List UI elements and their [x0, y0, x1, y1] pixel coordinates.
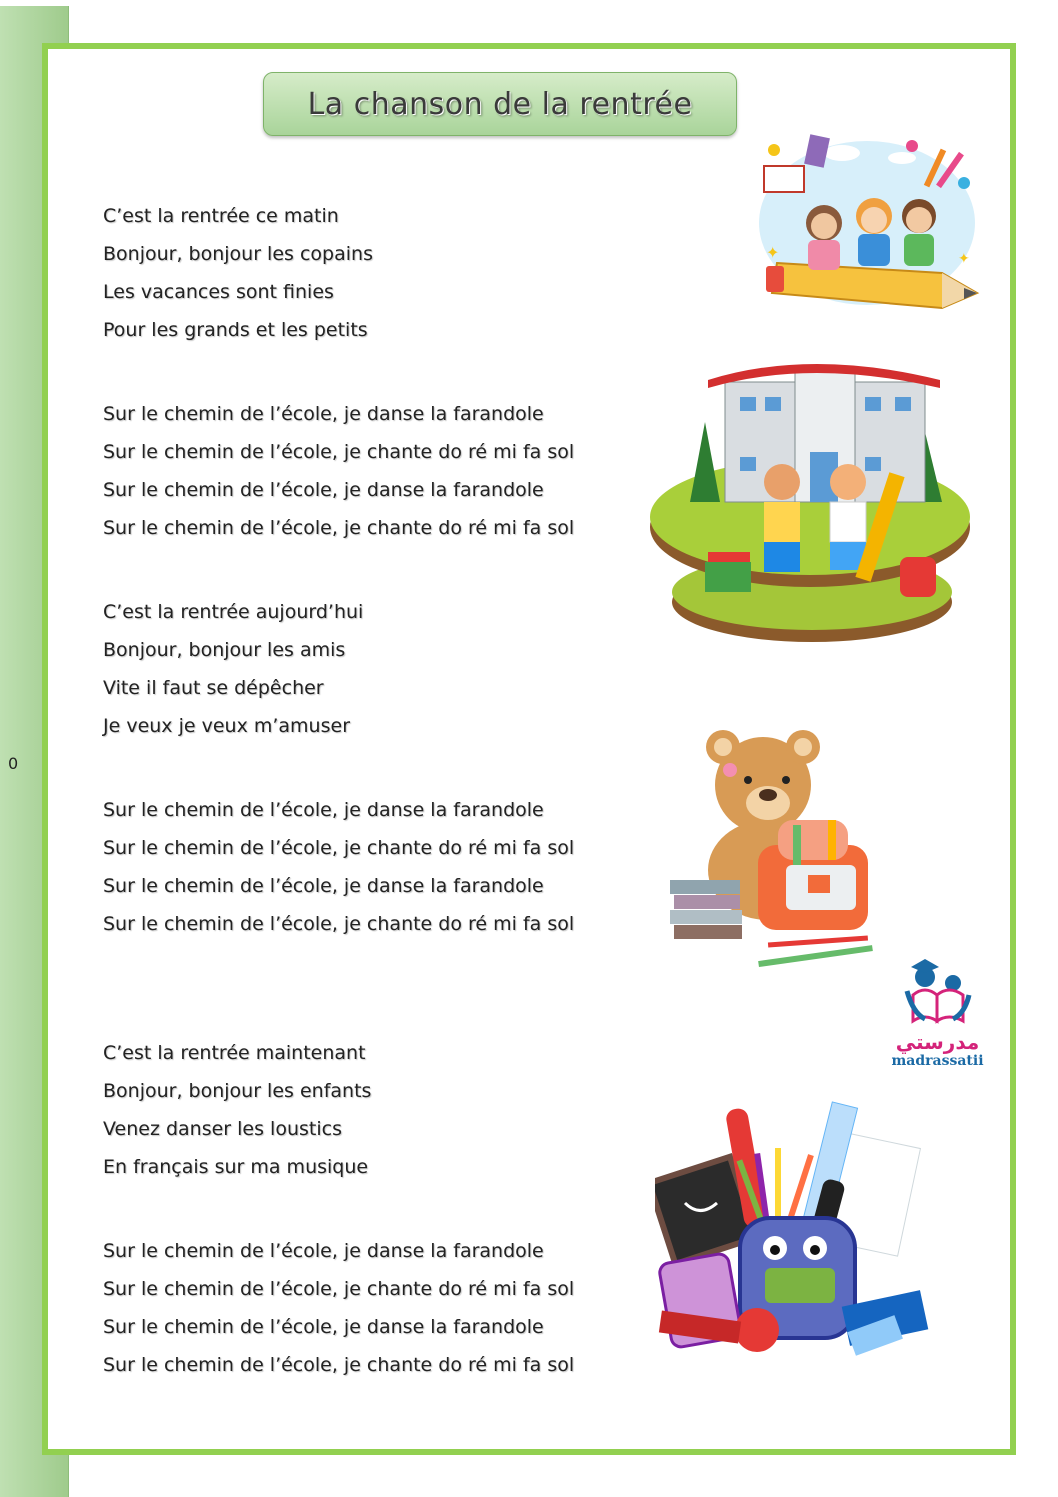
lyric-line: Sur le chemin de l’école, je chante do ré mi fa sol	[103, 441, 575, 463]
lyric-line: C’est la rentrée maintenant	[103, 1042, 366, 1064]
lyric-line: Les vacances sont finies	[103, 281, 334, 303]
lyric-line: Sur le chemin de l’école, je danse la farandole	[103, 1316, 544, 1338]
lyric-line: Bonjour, bonjour les copains	[103, 243, 373, 265]
lyric-line: Sur le chemin de l’école, je chante do ré mi fa sol	[103, 1278, 575, 1300]
lyric-line: Sur le chemin de l’école, je danse la farandole	[103, 799, 544, 821]
page-number: 0	[8, 754, 19, 773]
madrassatii-logo	[885, 955, 990, 1069]
title-banner	[263, 72, 737, 136]
stanza-4-refrain	[103, 798, 574, 950]
page-title: La chanson de la rentrée	[307, 86, 693, 122]
school-supplies-characters-illustration	[655, 1098, 930, 1368]
school-building-illustration	[650, 352, 975, 652]
kids-on-pencil-illustration	[752, 128, 982, 313]
stanza-2-refrain	[103, 402, 574, 554]
lyric-line: Sur le chemin de l’école, je chante do ré mi fa sol	[103, 837, 575, 859]
logo-latin-text: madrassatii	[891, 1053, 984, 1069]
lyric-line: Sur le chemin de l’école, je danse la farandole	[103, 1240, 544, 1262]
svg-text:✦: ✦	[958, 251, 970, 267]
lyric-line: En français sur ma musique	[103, 1156, 369, 1178]
lyric-line: Bonjour, bonjour les amis	[103, 639, 346, 661]
lyric-line: Sur le chemin de l’école, je chante do ré mi fa sol	[103, 1354, 575, 1376]
lyric-line: C’est la rentrée aujourd’hui	[103, 601, 364, 623]
lyric-line: Je veux je veux m’amuser	[103, 715, 350, 737]
lyric-line: Bonjour, bonjour les enfants	[103, 1080, 372, 1102]
lyric-line: Vite il faut se dépêcher	[103, 677, 324, 699]
stanza-3	[103, 600, 363, 752]
stanza-6-refrain	[103, 1239, 574, 1391]
reading-child-icon	[903, 955, 973, 1025]
stanza-1	[103, 204, 373, 356]
stanza-5	[103, 1041, 371, 1193]
svg-text:✦: ✦	[766, 243, 780, 262]
teddy-bear-backpack-illustration	[668, 725, 893, 975]
lyric-line: Sur le chemin de l’école, je chante do ré mi fa sol	[103, 517, 575, 539]
lyric-line: Sur le chemin de l’école, je danse la farandole	[103, 403, 544, 425]
lyric-line: Sur le chemin de l’école, je danse la farandole	[103, 875, 544, 897]
lyric-line: Venez danser les loustics	[103, 1118, 342, 1140]
lyric-line: Sur le chemin de l’école, je chante do ré mi fa sol	[103, 913, 575, 935]
lyric-line: C’est la rentrée ce matin	[103, 205, 339, 227]
lyric-line: Sur le chemin de l’école, je danse la farandole	[103, 479, 544, 501]
logo-arabic-text: مدرستي	[895, 1030, 980, 1054]
lyric-line: Pour les grands et les petits	[103, 319, 368, 341]
